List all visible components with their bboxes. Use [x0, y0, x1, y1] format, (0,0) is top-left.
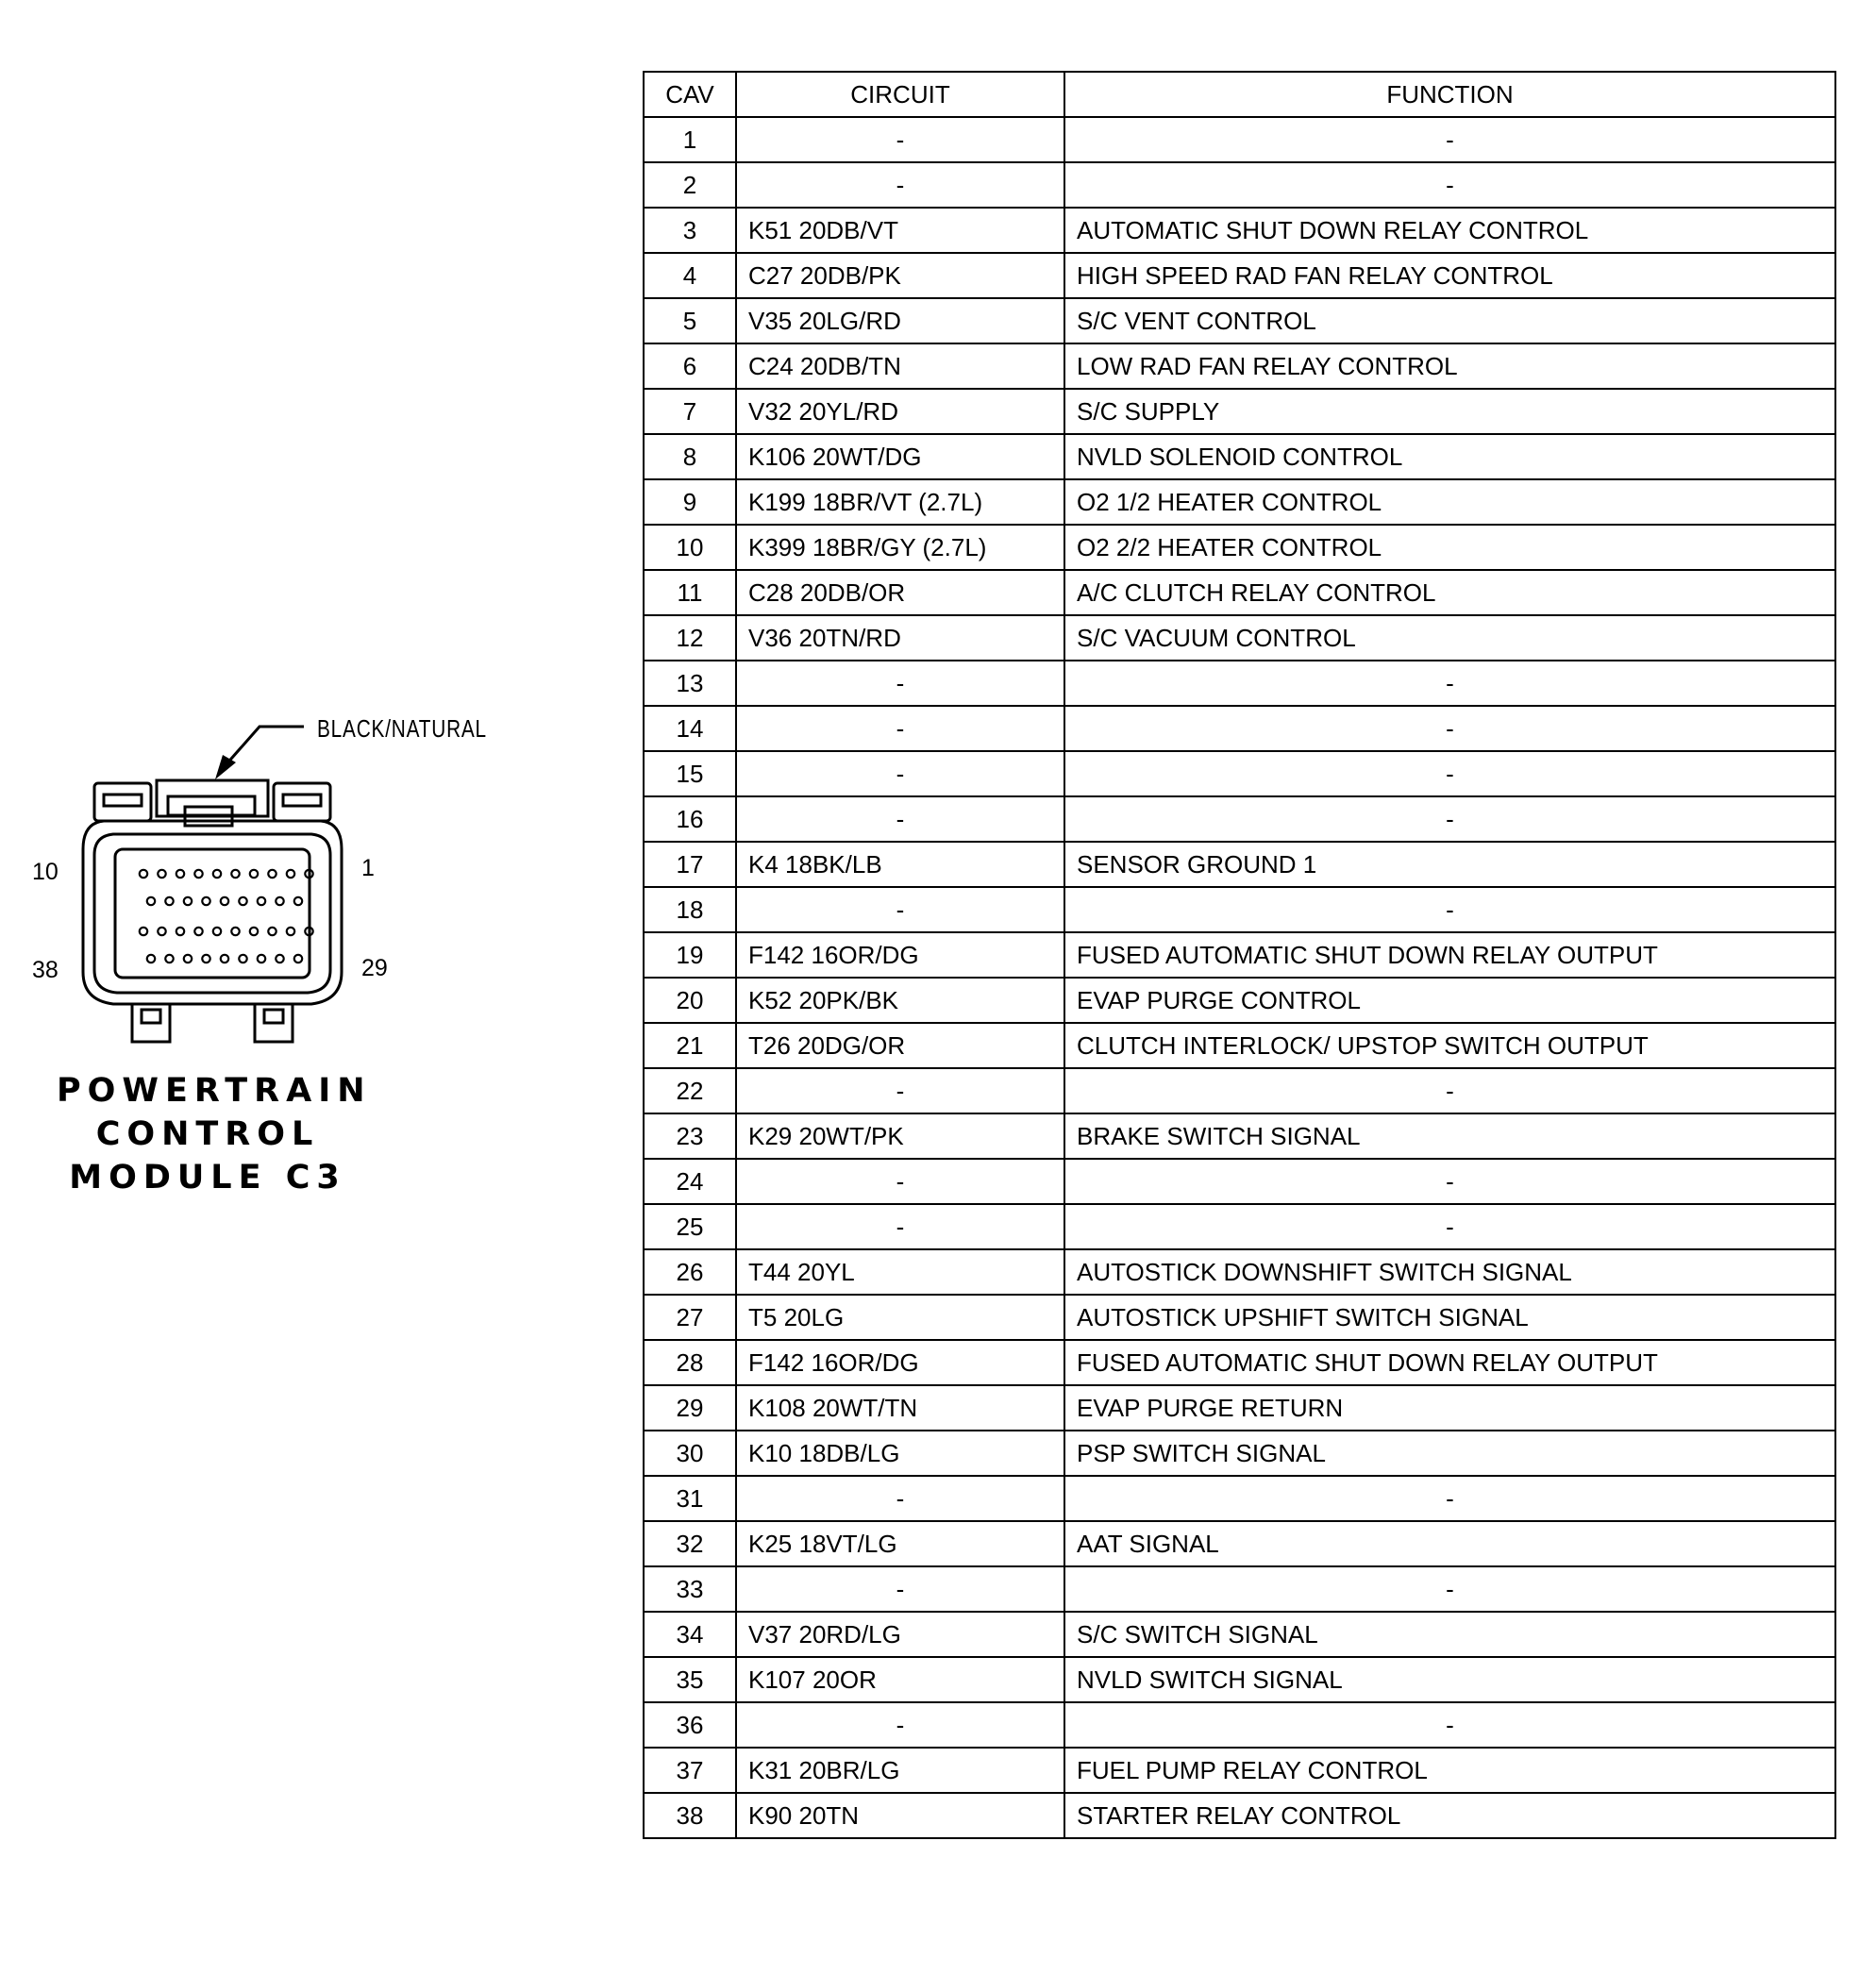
module-title — [57, 1069, 372, 1199]
circuit-cell: K106 20WT/DG — [736, 434, 1064, 479]
circuit-cell: - — [736, 751, 1064, 796]
pin-cavity — [158, 928, 165, 935]
circuit-cell: C27 20DB/PK — [736, 253, 1064, 298]
function-cell: A/C CLUTCH RELAY CONTROL — [1064, 570, 1835, 615]
pin-cavity — [213, 870, 221, 878]
table-row — [644, 479, 1835, 525]
pin-cavity — [258, 897, 265, 905]
function-cell: EVAP PURGE RETURN — [1064, 1385, 1835, 1431]
cav-cell: 1 — [644, 117, 736, 162]
cav-cell: 15 — [644, 751, 736, 796]
table-row — [644, 1476, 1835, 1521]
pin-cavity — [158, 870, 165, 878]
connector-color-label: BLACK/NATURAL — [317, 714, 487, 743]
function-cell: AUTOMATIC SHUT DOWN RELAY CONTROL — [1064, 208, 1835, 253]
function-cell: STARTER RELAY CONTROL — [1064, 1793, 1835, 1838]
circuit-cell: K51 20DB/VT — [736, 208, 1064, 253]
table-row — [644, 887, 1835, 932]
circuit-cell: - — [736, 1068, 1064, 1113]
table-row — [644, 1702, 1835, 1748]
function-cell: - — [1064, 1476, 1835, 1521]
pin-cavity — [184, 897, 192, 905]
cav-cell: 38 — [644, 1793, 736, 1838]
circuit-cell: - — [736, 1159, 1064, 1204]
circuit-cell: K199 18BR/VT (2.7L) — [736, 479, 1064, 525]
cav-cell: 23 — [644, 1113, 736, 1159]
table-row — [644, 1295, 1835, 1340]
pin-cavity — [276, 955, 283, 962]
table-row — [644, 1113, 1835, 1159]
function-cell: - — [1064, 751, 1835, 796]
function-cell: - — [1064, 162, 1835, 208]
pin-cavity — [250, 928, 258, 935]
header-function: FUNCTION — [1064, 72, 1835, 117]
circuit-cell: F142 16OR/DG — [736, 1340, 1064, 1385]
circuit-cell: K52 20PK/BK — [736, 978, 1064, 1023]
circuit-cell: K10 18DB/LG — [736, 1431, 1064, 1476]
table-row — [644, 1023, 1835, 1068]
pin-cavity — [194, 928, 202, 935]
pin-cavity — [176, 928, 184, 935]
cav-cell: 24 — [644, 1159, 736, 1204]
module-title-line: MODULE C3 — [69, 1159, 346, 1197]
function-cell: CLUTCH INTERLOCK/ UPSTOP SWITCH OUTPUT — [1064, 1023, 1835, 1068]
function-cell: - — [1064, 1068, 1835, 1113]
cav-cell: 20 — [644, 978, 736, 1023]
cav-cell: 9 — [644, 479, 736, 525]
pin-cavity — [258, 955, 265, 962]
function-cell: O2 1/2 HEATER CONTROL — [1064, 479, 1835, 525]
table-header-row — [644, 72, 1835, 117]
function-cell: S/C SUPPLY — [1064, 389, 1835, 434]
pin-cavity — [276, 897, 283, 905]
circuit-cell: T26 20DG/OR — [736, 1023, 1064, 1068]
function-cell: AUTOSTICK DOWNSHIFT SWITCH SIGNAL — [1064, 1249, 1835, 1295]
table-row — [644, 298, 1835, 343]
table-row — [644, 253, 1835, 298]
cav-cell: 34 — [644, 1612, 736, 1657]
pin-cavity — [239, 897, 246, 905]
circuit-cell: K4 18BK/LB — [736, 842, 1064, 887]
pin-cavity — [221, 897, 228, 905]
circuit-cell: - — [736, 162, 1064, 208]
circuit-cell: K29 20WT/PK — [736, 1113, 1064, 1159]
cav-cell: 18 — [644, 887, 736, 932]
circuit-cell: F142 16OR/DG — [736, 932, 1064, 978]
cav-cell: 4 — [644, 253, 736, 298]
pin-label-top-left: 10 — [32, 859, 59, 885]
circuit-cell: - — [736, 661, 1064, 706]
pin-cavity — [184, 955, 192, 962]
table-row — [644, 706, 1835, 751]
module-title-line: POWERTRAIN — [57, 1072, 372, 1110]
function-cell: - — [1064, 1159, 1835, 1204]
table-row — [644, 1204, 1835, 1249]
function-cell: S/C SWITCH SIGNAL — [1064, 1612, 1835, 1657]
table-row — [644, 615, 1835, 661]
pin-cavity — [140, 928, 147, 935]
cav-cell: 6 — [644, 343, 736, 389]
function-cell: NVLD SOLENOID CONTROL — [1064, 434, 1835, 479]
cav-cell: 22 — [644, 1068, 736, 1113]
function-cell: - — [1064, 661, 1835, 706]
cav-cell: 28 — [644, 1340, 736, 1385]
table-row — [644, 525, 1835, 570]
circuit-cell: K399 18BR/GY (2.7L) — [736, 525, 1064, 570]
table-row — [644, 1521, 1835, 1566]
pin-cavity — [250, 870, 258, 878]
pin-cavity — [268, 928, 276, 935]
function-cell: - — [1064, 117, 1835, 162]
function-cell: FUSED AUTOMATIC SHUT DOWN RELAY OUTPUT — [1064, 1340, 1835, 1385]
table-row — [644, 162, 1835, 208]
circuit-cell: - — [736, 796, 1064, 842]
table-row — [644, 1612, 1835, 1657]
function-cell: HIGH SPEED RAD FAN RELAY CONTROL — [1064, 253, 1835, 298]
table-row — [644, 932, 1835, 978]
cav-cell: 21 — [644, 1023, 736, 1068]
pin-cavity — [194, 870, 202, 878]
function-cell: FUSED AUTOMATIC SHUT DOWN RELAY OUTPUT — [1064, 932, 1835, 978]
pin-cavity — [221, 955, 228, 962]
pin-cavity — [176, 870, 184, 878]
cav-cell: 17 — [644, 842, 736, 887]
function-cell: AAT SIGNAL — [1064, 1521, 1835, 1566]
table-row — [644, 1431, 1835, 1476]
circuit-cell: - — [736, 1204, 1064, 1249]
function-cell: - — [1064, 706, 1835, 751]
cav-cell: 3 — [644, 208, 736, 253]
module-title-line: CONTROL — [95, 1115, 320, 1153]
circuit-cell: C28 20DB/OR — [736, 570, 1064, 615]
table-row — [644, 1249, 1835, 1295]
circuit-cell: K108 20WT/TN — [736, 1385, 1064, 1431]
pin-cavity — [231, 928, 239, 935]
cav-cell: 16 — [644, 796, 736, 842]
circuit-cell: K107 20OR — [736, 1657, 1064, 1702]
circuit-cell: V32 20YL/RD — [736, 389, 1064, 434]
header-cav: CAV — [644, 72, 736, 117]
cav-cell: 37 — [644, 1748, 736, 1793]
circuit-cell: T44 20YL — [736, 1249, 1064, 1295]
table-row — [644, 1657, 1835, 1702]
cav-cell: 29 — [644, 1385, 736, 1431]
function-cell: NVLD SWITCH SIGNAL — [1064, 1657, 1835, 1702]
cav-cell: 13 — [644, 661, 736, 706]
table-row — [644, 796, 1835, 842]
pin-cavity — [147, 897, 155, 905]
table-row — [644, 1748, 1835, 1793]
function-cell: - — [1064, 796, 1835, 842]
cav-cell: 30 — [644, 1431, 736, 1476]
table-row — [644, 117, 1835, 162]
function-cell: PSP SWITCH SIGNAL — [1064, 1431, 1835, 1476]
circuit-cell: V35 20LG/RD — [736, 298, 1064, 343]
cav-cell: 12 — [644, 615, 736, 661]
function-cell: O2 2/2 HEATER CONTROL — [1064, 525, 1835, 570]
pin-cavity — [165, 955, 173, 962]
table-row — [644, 343, 1835, 389]
pin-cavity — [165, 897, 173, 905]
cav-cell: 36 — [644, 1702, 736, 1748]
function-cell: EVAP PURGE CONTROL — [1064, 978, 1835, 1023]
pin-cavity — [239, 955, 246, 962]
function-cell: - — [1064, 1566, 1835, 1612]
cav-cell: 27 — [644, 1295, 736, 1340]
pin-cavity — [231, 870, 239, 878]
function-cell: - — [1064, 1204, 1835, 1249]
table-row — [644, 570, 1835, 615]
function-cell: AUTOSTICK UPSHIFT SWITCH SIGNAL — [1064, 1295, 1835, 1340]
circuit-cell: - — [736, 117, 1064, 162]
table-row — [644, 208, 1835, 253]
pin-cavity — [294, 955, 302, 962]
table-row — [644, 1159, 1835, 1204]
function-cell: SENSOR GROUND 1 — [1064, 842, 1835, 887]
pin-cavity — [213, 928, 221, 935]
cav-cell: 8 — [644, 434, 736, 479]
pin-label-top-right: 1 — [361, 855, 375, 881]
pin-cavity — [268, 870, 276, 878]
pin-cavity — [294, 897, 302, 905]
header-circuit: CIRCUIT — [736, 72, 1064, 117]
pin-label-bottom-left: 38 — [32, 957, 59, 983]
cav-cell: 14 — [644, 706, 736, 751]
table-row — [644, 1068, 1835, 1113]
cav-cell: 31 — [644, 1476, 736, 1521]
circuit-cell: K90 20TN — [736, 1793, 1064, 1838]
pin-cavity — [287, 870, 294, 878]
pin-cavity — [202, 955, 209, 962]
cav-cell: 5 — [644, 298, 736, 343]
table-row — [644, 1385, 1835, 1431]
pin-cavity — [287, 928, 294, 935]
table-row — [644, 1566, 1835, 1612]
table-row — [644, 978, 1835, 1023]
pinout-table — [643, 71, 1836, 1839]
circuit-cell: V37 20RD/LG — [736, 1612, 1064, 1657]
table-row — [644, 1340, 1835, 1385]
cav-cell: 19 — [644, 932, 736, 978]
cav-cell: 7 — [644, 389, 736, 434]
function-cell: S/C VENT CONTROL — [1064, 298, 1835, 343]
pin-cavity — [140, 870, 147, 878]
cav-cell: 35 — [644, 1657, 736, 1702]
cav-cell: 11 — [644, 570, 736, 615]
circuit-cell: - — [736, 1566, 1064, 1612]
pin-label-bottom-right: 29 — [361, 955, 388, 981]
circuit-cell: V36 20TN/RD — [736, 615, 1064, 661]
function-cell: S/C VACUUM CONTROL — [1064, 615, 1835, 661]
circuit-cell: K31 20BR/LG — [736, 1748, 1064, 1793]
table-row — [644, 434, 1835, 479]
function-cell: BRAKE SWITCH SIGNAL — [1064, 1113, 1835, 1159]
cav-cell: 26 — [644, 1249, 736, 1295]
table-row — [644, 1793, 1835, 1838]
table-row — [644, 842, 1835, 887]
function-cell: - — [1064, 887, 1835, 932]
circuit-cell: K25 18VT/LG — [736, 1521, 1064, 1566]
connector-face-drawing — [0, 698, 528, 1057]
pin-cavity — [202, 897, 209, 905]
cav-cell: 32 — [644, 1521, 736, 1566]
table-row — [644, 661, 1835, 706]
cav-cell: 10 — [644, 525, 736, 570]
function-cell: - — [1064, 1702, 1835, 1748]
cav-cell: 2 — [644, 162, 736, 208]
circuit-cell: - — [736, 1702, 1064, 1748]
table-row — [644, 389, 1835, 434]
function-cell: FUEL PUMP RELAY CONTROL — [1064, 1748, 1835, 1793]
circuit-cell: T5 20LG — [736, 1295, 1064, 1340]
cav-cell: 25 — [644, 1204, 736, 1249]
pin-cavity — [147, 955, 155, 962]
circuit-cell: C24 20DB/TN — [736, 343, 1064, 389]
function-cell: LOW RAD FAN RELAY CONTROL — [1064, 343, 1835, 389]
table-row — [644, 751, 1835, 796]
cav-cell: 33 — [644, 1566, 736, 1612]
circuit-cell: - — [736, 1476, 1064, 1521]
circuit-cell: - — [736, 887, 1064, 932]
circuit-cell: - — [736, 706, 1064, 751]
